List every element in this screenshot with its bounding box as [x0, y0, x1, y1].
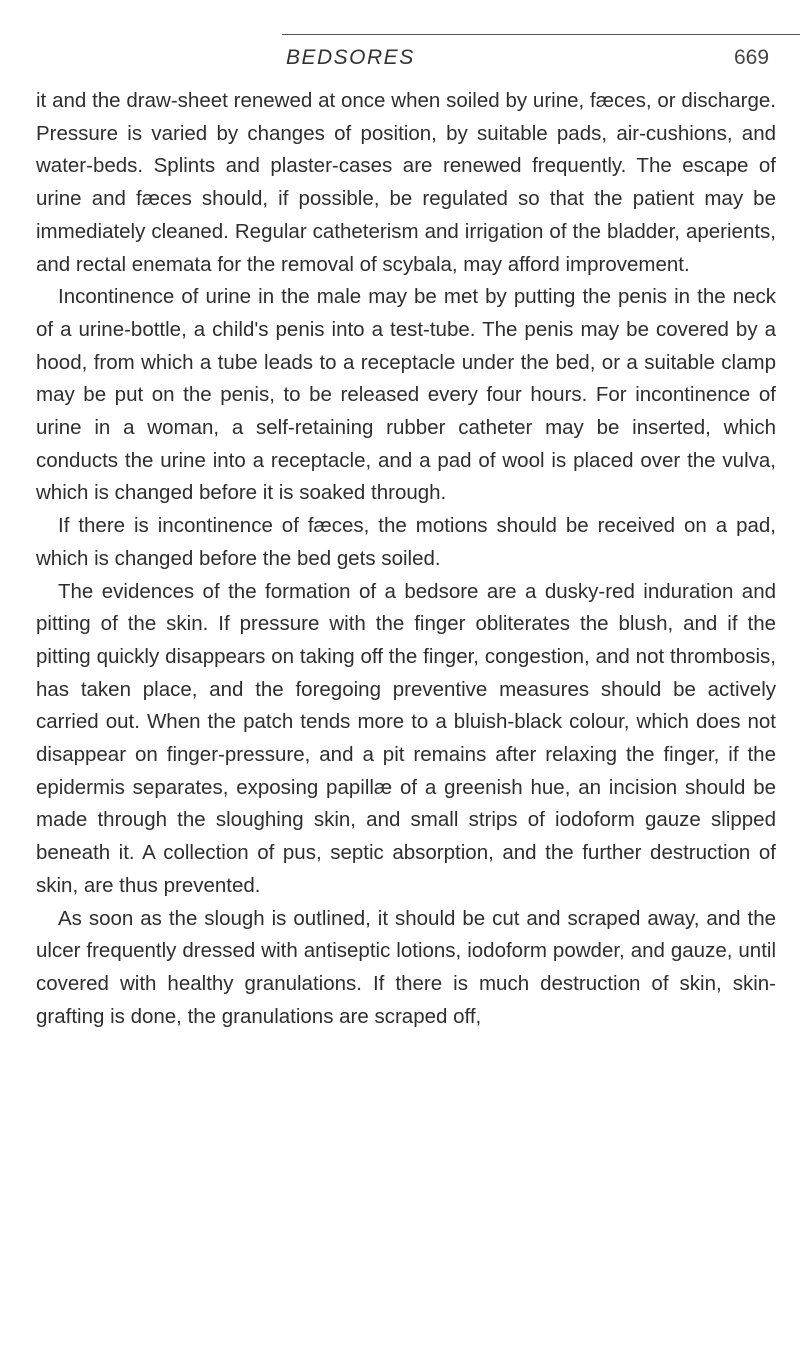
- paragraph-faeces-incontinence: If there is incontinence of fæces, the motions should be received on a pad, which is changed before the bed gets soiled.: [36, 514, 776, 570]
- running-head: [0, 46, 800, 78]
- page-number: 669: [734, 46, 770, 69]
- paragraph-bedsore-evidence: The evidences of the formation of a bedsore are a dusky-red induration and pitting of the skin. If pressure with the finger obliterates the blush, and if the pitting quickly disappears on taking off the finger, congestion, and not thrombosis, has taken place, and the foregoing preventive measures should be actively carried out. When the patch tends more to a bluish-black colour, which does not disappear on finger-pressure, and a pit remains after relaxing the finger, if the epidermis separates, exposing papillæ of a greenish hue, an incision should be made through the sloughing skin, and small strips of iodoform gauze slipped beneath it. A collection of pus, septic absorption, and the further destruction of skin, are thus prevented.: [36, 579, 776, 897]
- header-rule: [282, 34, 800, 35]
- paragraph-slough-treatment: As soon as the slough is outlined, it should be cut and scraped away, and the ulcer frequently dressed with antiseptic lotions, iodoform powder, and gauze, until covered with healthy granulations. If there is much destruction of skin, skin-grafting is done, the granulations are scraped off,: [36, 906, 776, 1028]
- running-title: BEDSORES: [286, 46, 415, 69]
- body-text: [36, 85, 776, 1033]
- paragraph-continuation: it and the draw-sheet renewed at once when soiled by urine, fæces, or discharge. Pressure is varied by changes of position, by suitable pads, air-cushions, and water-beds. Splints and plaster-cases are renewed frequently. The escape of urine and fæces should, if possible, be regulated so that the patient may be immediately cleaned. Regular catheterism and irrigation of the bladder, aperients, and rectal enemata for the removal of scybala, may afford improvement.: [36, 89, 776, 276]
- paragraph-urine-incontinence: Incontinence of urine in the male may be met by putting the penis in the neck of a urine-bottle, a child's penis into a test-tube. The penis may be covered by a hood, from which a tube leads to a receptacle under the bed, or a suitable clamp may be put on the penis, to be released every four hours. For incontinence of urine in a woman, a self-retaining rubber catheter may be inserted, which conducts the urine into a receptacle, and a pad of wool is placed over the vulva, which is changed before it is soaked through.: [36, 285, 776, 505]
